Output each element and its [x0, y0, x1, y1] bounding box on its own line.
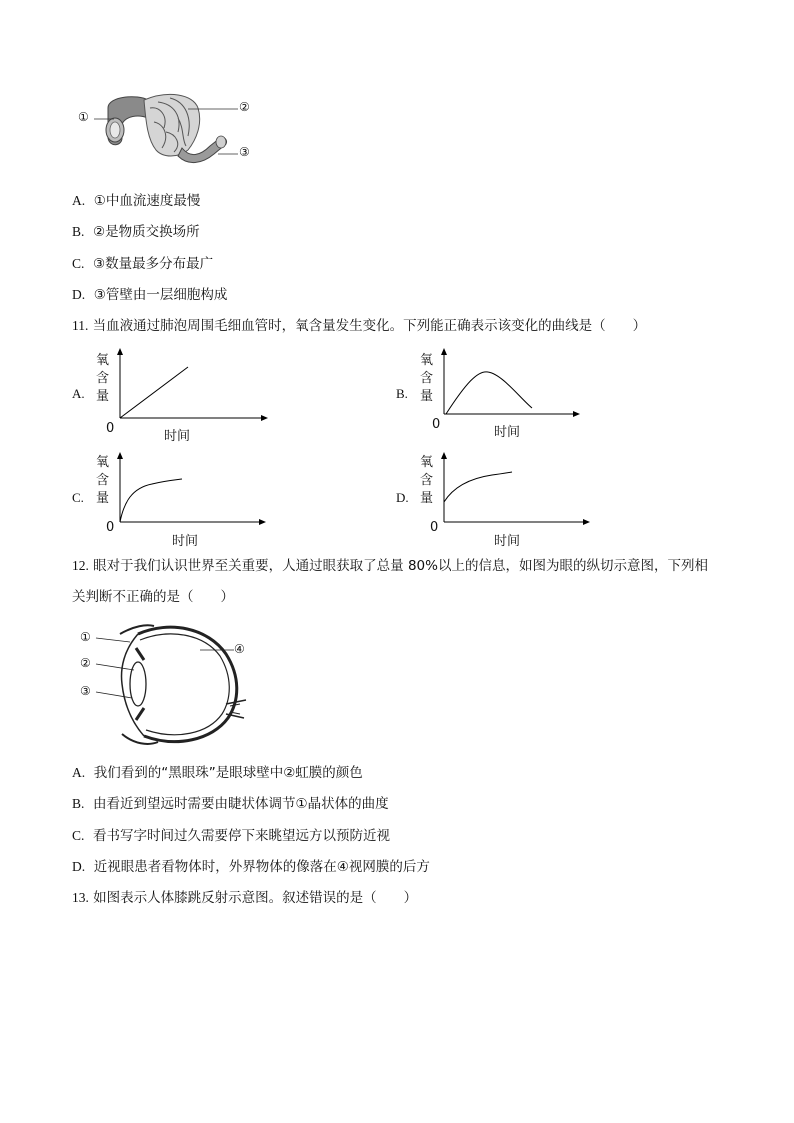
- graph-d: [396, 450, 596, 548]
- question-text: 关判断不正确的是（ ）: [72, 589, 234, 605]
- question-number: 11.: [72, 318, 89, 333]
- graph-b: [396, 348, 596, 443]
- y-axis-label: 氧 含 量: [96, 455, 110, 506]
- option-text: 我们看到的“黑眼珠”是眼球壁中②虹膜的颜色: [93, 765, 363, 781]
- option-text: ②是物质交换场所: [92, 224, 200, 240]
- question-number: 13.: [72, 890, 89, 905]
- option-text: 看书写字时间过久需要停下来眺望远方以预防近视: [92, 828, 390, 844]
- option-text: 近视眼患者看物体时，外界物体的像落在④视网膜的后方: [93, 859, 430, 875]
- q12-stem-line1: [72, 557, 708, 575]
- x-axis-label: 时间: [494, 534, 521, 549]
- figure-label-1: ①: [78, 110, 89, 124]
- figure-label-3: ③: [239, 145, 250, 159]
- q13-stem: [72, 889, 417, 907]
- curve: [446, 372, 532, 414]
- q12-option-c: [72, 827, 390, 845]
- option-letter: D.: [72, 287, 86, 302]
- option-text: 由看近到望远时需要由睫状体调节①晶状体的曲度: [92, 796, 389, 812]
- y-axis-label: 氧 含 量: [420, 353, 434, 404]
- q10-option-b: [72, 223, 200, 241]
- figure-label-4: ④: [234, 642, 245, 656]
- option-letter: C.: [72, 828, 85, 843]
- option-letter: B.: [72, 796, 85, 811]
- origin-label: 0: [106, 421, 115, 436]
- q11-stem: [72, 317, 646, 335]
- figure-label-2: ②: [80, 656, 91, 670]
- q12-option-d: [72, 858, 430, 876]
- graph-letter: B.: [396, 386, 408, 401]
- graph-c: [72, 450, 272, 548]
- x-axis-label: 时间: [172, 534, 199, 549]
- option-letter: D.: [72, 859, 86, 874]
- option-letter: C.: [72, 256, 85, 271]
- question-text: 当血液通过肺泡周围毛细血管时，氧含量发生变化。下列能正确表示该变化的曲线是（ ）: [92, 318, 647, 334]
- q10-option-a: [72, 192, 200, 210]
- curve: [444, 472, 512, 502]
- q12-option-a: [72, 764, 363, 782]
- origin-label: 0: [432, 417, 441, 432]
- option-text: ①中血流速度最慢: [93, 193, 201, 209]
- option-text: ③数量最多分布最广: [92, 256, 214, 272]
- graph-letter: A.: [72, 386, 85, 401]
- graph-letter: D.: [396, 490, 409, 505]
- x-axis-label: 时间: [164, 429, 191, 444]
- figure-label-1: ①: [80, 630, 91, 644]
- figure-label-3: ③: [80, 684, 91, 698]
- eye-figure: [80, 620, 250, 750]
- origin-label: 0: [430, 520, 439, 535]
- q10-option-d: [72, 286, 227, 304]
- curve: [120, 479, 182, 522]
- x-axis-label: 时间: [494, 425, 521, 440]
- question-text: 如图表示人体膝跳反射示意图。叙述错误的是（ ）: [93, 890, 418, 906]
- q12-stem-line2: [72, 588, 234, 606]
- question-text: 眼对于我们认识世界至关重要，人通过眼获取了总量 80%以上的信息，如图为眼的纵切示意图，下列相: [93, 558, 708, 574]
- figure-label-2: ②: [239, 100, 250, 114]
- origin-label: 0: [106, 520, 115, 535]
- q10-option-c: [72, 255, 213, 273]
- option-letter: A.: [72, 765, 86, 780]
- graph-a: [72, 348, 272, 443]
- option-letter: A.: [72, 193, 86, 208]
- option-text: ③管壁由一层细胞构成: [93, 287, 228, 303]
- q12-option-b: [72, 795, 389, 813]
- vessel-figure: [78, 88, 258, 168]
- option-letter: B.: [72, 224, 85, 239]
- question-number: 12.: [72, 558, 89, 573]
- curve: [120, 367, 188, 418]
- y-axis-label: 氧 含 量: [420, 455, 434, 506]
- y-axis-label: 氧 含 量: [96, 353, 110, 404]
- graph-letter: C.: [72, 490, 84, 505]
